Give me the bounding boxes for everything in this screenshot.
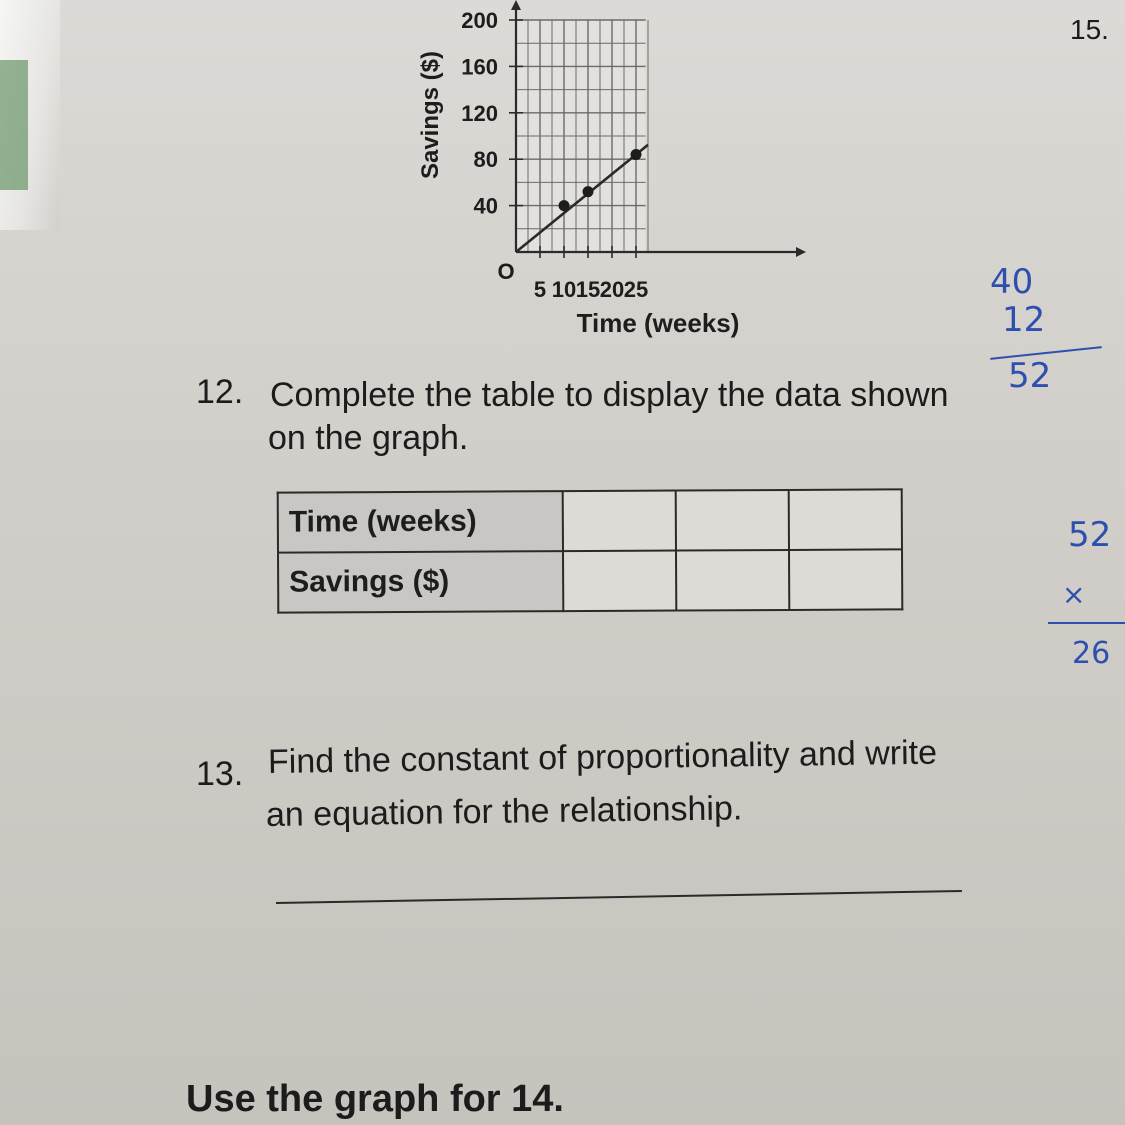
y-tick-label: 160 [461, 54, 498, 80]
table-cell[interactable] [563, 491, 676, 552]
question-13-line2: an equation for the relationship. [265, 789, 743, 834]
data-point [631, 149, 642, 160]
handwritten-number: 40 [990, 262, 1034, 302]
table-row-savings [278, 549, 902, 612]
y-tick-label: 80 [473, 147, 498, 173]
handwritten-number: 52 [1008, 356, 1052, 396]
handwritten-symbol: × [1062, 578, 1086, 611]
data-point [559, 200, 570, 211]
handwritten-number: 52 [1068, 515, 1112, 555]
origin-label: O [497, 259, 515, 284]
question-13-number: 13. [196, 755, 244, 793]
table-cell[interactable] [676, 490, 789, 551]
x-tick-label: 5 [533, 277, 547, 302]
data-point [583, 186, 594, 197]
y-tick-label: 40 [473, 193, 498, 219]
y-tick-label: 120 [461, 100, 498, 126]
y-tick-label: 200 [461, 8, 498, 33]
question-12-number: 12. [196, 373, 244, 411]
x-axis-arrow [796, 247, 806, 257]
x-tick-label: 25 [623, 277, 649, 302]
question-12-line2: on the graph. [268, 419, 469, 457]
table-header-savings: Savings ($) [278, 551, 563, 612]
table-cell[interactable] [789, 489, 902, 550]
section-14-heading: Use the graph for 14. [186, 1078, 564, 1120]
handwritten-number: 26 [1072, 636, 1111, 671]
handwritten-number: 12 [1002, 300, 1046, 340]
handwritten-product-line [1048, 622, 1125, 624]
x-axis-label: Time (weeks) [576, 308, 740, 338]
table-header-time: Time (weeks) [278, 491, 563, 552]
table-cell[interactable] [789, 549, 902, 610]
y-axis-arrow [511, 0, 521, 10]
x-tick-label: 10 [551, 277, 577, 302]
x-tick-label: 15 [575, 277, 601, 302]
table-cell[interactable] [676, 550, 789, 611]
table-row-time [278, 489, 902, 552]
table-cell[interactable] [563, 551, 676, 612]
y-axis-label: Savings ($) [417, 50, 444, 180]
x-tick-label: 20 [599, 277, 625, 302]
question-13-line1: Find the constant of proportionality and write [267, 733, 938, 781]
data-table [277, 488, 904, 613]
question-12-line1: Complete the table to display the data shown [270, 376, 949, 414]
page-number: 15. [1070, 14, 1109, 45]
